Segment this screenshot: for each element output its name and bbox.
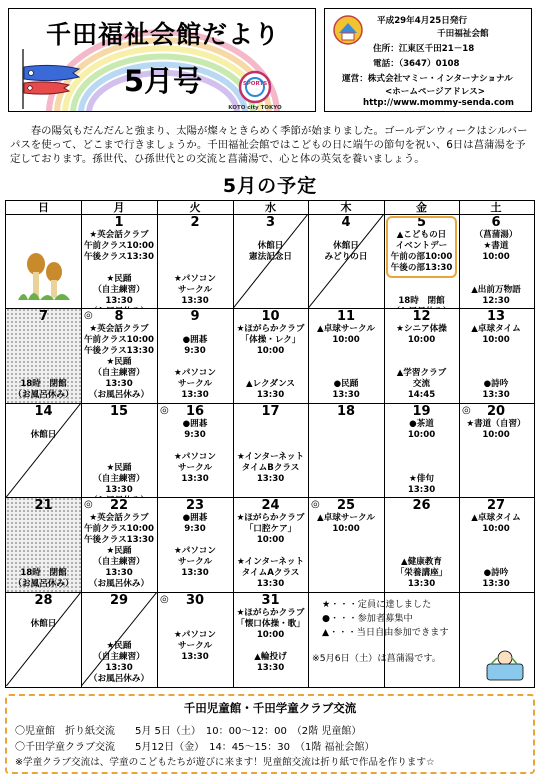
event-line: 13:30 — [407, 484, 436, 495]
event-line: 14:45 — [407, 390, 436, 401]
event-line: （お風呂休み） — [13, 390, 74, 401]
event-line: ▲卓球サークル — [317, 513, 375, 524]
event-line: 10:00 — [482, 524, 510, 535]
day-number: 30 — [185, 592, 205, 608]
legend-item: ★・・・定員に達しました — [322, 598, 432, 610]
event-line: 9:30 — [184, 524, 206, 535]
double-circle-mark: ◎ — [160, 404, 169, 416]
mushroom-illustration — [14, 250, 74, 305]
event-line: 13:30 — [256, 390, 285, 401]
calendar-day-cell — [157, 308, 233, 402]
hall-logo-icon — [333, 15, 363, 45]
event-line: ▲健康教育 — [401, 557, 442, 568]
event-line: ★英会話クラブ — [89, 230, 149, 240]
event-line: 午前クラス10:00 — [83, 524, 155, 535]
day-number: 13 — [486, 309, 506, 325]
event-line: イベントデー — [395, 241, 448, 251]
event-line: ▲卓球タイム — [471, 324, 521, 335]
monthly-calendar — [5, 200, 535, 688]
tokyo-logo-text: KOTO city TOKYO — [228, 105, 282, 111]
event-line: ★ほがらかクラブ — [236, 513, 305, 524]
day-number: 25 — [336, 498, 356, 514]
calendar-day-cell — [308, 214, 384, 308]
event-line: 午後クラス13:30 — [83, 252, 155, 262]
event-line: ★民踊 — [106, 357, 132, 368]
event-line: 18時 閉館 — [20, 379, 67, 390]
event-line: 「体操・レク」 — [240, 335, 301, 346]
day-number: 19 — [412, 403, 431, 419]
event-line: ★民踊 — [106, 274, 132, 284]
calendar-title: 5月の予定 — [222, 175, 318, 197]
grid-line — [308, 201, 309, 687]
weekday-5: 金 — [416, 201, 427, 214]
event-line: （菖蒲湯） — [474, 230, 518, 240]
weekday-2: 火 — [189, 201, 201, 214]
event-line: ★民踊 — [106, 546, 132, 557]
weekday-4: 木 — [340, 201, 352, 214]
event-line: 13:30 — [181, 568, 209, 579]
grid-line — [6, 308, 534, 309]
double-circle-mark: ◎ — [84, 499, 93, 511]
event-line: 9:30 — [184, 429, 206, 440]
event-line: ●詩吟 — [483, 568, 509, 579]
weekday-0: 日 — [38, 201, 49, 214]
event-line: 18時 閉館 — [398, 296, 445, 306]
event-line: 10:00 — [256, 346, 285, 357]
grid-line — [6, 403, 534, 404]
day-number: 18 — [336, 403, 356, 419]
event-line: 「懐口体操・歌」 — [236, 618, 305, 629]
event-line: 13:30 — [332, 390, 360, 401]
event-line: 10:00 — [332, 524, 360, 535]
calendar-day-cell — [308, 308, 384, 402]
event-line: サークル — [177, 640, 213, 651]
double-circle-mark: ◎ — [462, 404, 471, 416]
shobu-bath-note: ※5月6日（土）は菖蒲湯です。 — [312, 652, 441, 664]
event-line: 10:00 — [482, 335, 510, 346]
event-line: 午後の部13:30 — [390, 263, 453, 273]
event-line: 13:30 — [181, 390, 209, 401]
event-line: （自主練習） — [93, 651, 145, 662]
calendar-day-cell — [233, 308, 308, 402]
event-line: ★民踊 — [106, 462, 132, 473]
day-number: 15 — [109, 403, 129, 419]
calendar-day-cell — [459, 497, 533, 591]
calendar-day-cell — [384, 403, 459, 497]
event-line: サークル — [177, 557, 213, 568]
issue-month: 5月号 — [123, 64, 203, 98]
address: 住所：江東区千田21－18 — [373, 44, 475, 54]
calendar-day-cell — [157, 592, 233, 686]
homepage-url[interactable]: http://www.mommy-senda.com — [363, 98, 514, 108]
event-line: ▲学習クラブ — [396, 368, 447, 379]
calendar-day-cell — [81, 592, 157, 686]
event-line: 交流 — [412, 379, 431, 390]
grid-line — [6, 214, 534, 215]
event-line: （お風呂休み） — [13, 579, 74, 590]
event-line: 13:30 — [105, 662, 133, 673]
event-line: 10:00 — [482, 252, 510, 262]
event-line: 「栄養講座」 — [395, 568, 448, 579]
calendar-day-cell — [157, 214, 233, 308]
day-number: 24 — [261, 498, 280, 514]
event-line: ▲輪投げ — [254, 651, 287, 662]
weekday-3: 水 — [265, 201, 276, 214]
event-line: （お風呂休み） — [88, 390, 150, 401]
legend-item: ●・・・参加者募集中 — [322, 612, 413, 624]
event-line: 10:00 — [256, 629, 285, 640]
grid-line — [81, 201, 82, 687]
bath-illustration — [483, 648, 527, 684]
event-line: 13:30 — [256, 579, 285, 590]
event-line: 13:30 — [256, 662, 285, 673]
event-line: （自主練習） — [93, 368, 145, 379]
event-line: （お風呂休み） — [88, 673, 150, 684]
calendar-day-cell — [308, 497, 384, 591]
event-line: ★パソコン — [174, 546, 216, 557]
event-line: ★パソコン — [174, 274, 216, 284]
event-line: （自主練習） — [93, 557, 145, 568]
calendar-day-cell — [6, 497, 81, 591]
event-line: ★パソコン — [174, 629, 216, 640]
event-line: サークル — [177, 285, 213, 295]
day-number: 4 — [341, 215, 351, 230]
day-number: 23 — [185, 498, 205, 514]
event-line: ★民踊 — [106, 640, 132, 651]
event-line: ★シニア体操 — [396, 324, 447, 335]
event-line: 休館日 — [30, 429, 57, 440]
event-line: 午前の部10:00 — [390, 252, 453, 262]
grid-line — [6, 497, 534, 498]
event-line: ●囲碁 — [182, 418, 208, 429]
day-number: 31 — [261, 592, 280, 608]
newsletter-title: 千田福祉会館だより — [45, 20, 280, 49]
day-number: 5 — [416, 215, 427, 230]
day-number: 21 — [34, 498, 53, 514]
event-line: 午前クラス10:00 — [83, 335, 155, 346]
grid-line — [233, 201, 234, 687]
day-number: 7 — [38, 309, 49, 325]
grid-line — [157, 201, 158, 687]
publisher-name: 千田福祉会館 — [437, 29, 489, 39]
event-line: 13:30 — [105, 484, 133, 495]
event-line: 9:30 — [184, 346, 206, 357]
day-number: 12 — [412, 309, 431, 325]
event-line: 13:30 — [181, 473, 209, 484]
event-line: 憲法記念日 — [249, 252, 292, 262]
event-line: 10:00 — [332, 335, 360, 346]
calendar-day-cell — [157, 497, 233, 591]
day-number: 2 — [190, 215, 200, 230]
publisher-info-box — [324, 8, 532, 112]
event-line: 12:30 — [482, 296, 510, 306]
event-line: 13:30 — [181, 651, 209, 662]
issue-date: 平成29年4月25日発行 — [377, 16, 468, 26]
grid-line — [6, 592, 534, 593]
sports-logo-text: SPORTS — [242, 81, 268, 87]
event-line: 午前クラス10:00 — [83, 241, 155, 251]
calendar-day-cell — [6, 308, 81, 402]
event-line: ★ほがらかクラブ — [236, 324, 305, 335]
weekday-1: 月 — [113, 201, 125, 214]
double-circle-mark: ◎ — [160, 593, 169, 605]
event-line: 10:00 — [407, 429, 436, 440]
legend — [322, 598, 449, 640]
event-line: 13:30 — [105, 379, 133, 390]
event-line: ●囲碁 — [182, 335, 208, 346]
calendar-day-cell — [459, 403, 533, 497]
day-number: 20 — [486, 403, 506, 419]
event-line: 10:00 — [256, 535, 285, 546]
day-number: 1 — [114, 215, 124, 230]
event-line: ★インターネット — [236, 557, 305, 568]
event-line: ★パソコン — [174, 451, 216, 462]
event-line: ●民踊 — [333, 379, 359, 390]
day-number: 8 — [114, 309, 124, 325]
calendar-day-cell — [233, 497, 308, 591]
calendar-day-cell — [384, 308, 459, 402]
exchange-title: 千田児童館・千田学童クラブ交流 — [183, 701, 357, 715]
day-number: 29 — [109, 592, 129, 608]
phone: 電話：（3647）0108 — [373, 59, 460, 69]
calendar-day-cell — [6, 592, 81, 686]
event-line: 休館日 — [333, 241, 359, 251]
event-line: （お風呂休み） — [88, 579, 150, 590]
double-circle-mark: ◎ — [311, 499, 320, 511]
event-line: ★インターネット — [236, 451, 305, 462]
event-line: （自主練習） — [93, 285, 145, 295]
day-number: 28 — [34, 592, 53, 608]
calendar-day-cell — [233, 214, 308, 308]
calendar-day-cell — [384, 497, 459, 591]
event-line: 13:30 — [482, 390, 510, 401]
day-number: 16 — [185, 403, 205, 419]
event-line: タイムBクラス — [241, 462, 300, 473]
calendar-day-cell — [459, 308, 533, 402]
day-number: 26 — [412, 498, 431, 514]
calendar-day-cell — [81, 403, 157, 497]
operator: 運営：株式会社マミー・インターナショナル — [342, 74, 513, 84]
day-number: 17 — [261, 403, 280, 419]
day-number: 3 — [265, 215, 276, 230]
event-line: ★ほがらかクラブ — [236, 607, 305, 618]
event-line: 午後クラス13:30 — [83, 346, 155, 357]
event-line: 休館日 — [30, 618, 57, 629]
calendar-day-cell — [233, 592, 308, 686]
event-line: ●詩吟 — [483, 379, 509, 390]
event-line: サークル — [177, 462, 213, 473]
exchange-note: ※学童クラブ交流は、学童のこどもたちが遊びに来ます！児童館交流は折り紙で作品を作ります☆ — [15, 757, 435, 768]
event-line: タイムAクラス — [241, 568, 300, 579]
day-number: 22 — [109, 498, 129, 514]
event-line: ▲出前万物語 — [471, 285, 521, 295]
event-line: 13:30 — [181, 296, 209, 306]
intro-text: 春の陽気もだんだんと強まり、太陽が燦々ときらめく季節が始まりました。ゴールデンウィークはシルバーパスを使って、どこまで行きましょうか。千田福祉会館ではこどもの日に端午の節句を祝い、6日は菖蒲湯を予定しております。孫世代、ひ孫世代との交流と菖蒲湯で、心と体の英気を養いましょう。 — [10, 125, 528, 165]
calendar-day-cell — [81, 497, 157, 591]
event-line: ★書道 — [483, 241, 509, 251]
event-line: 午後クラス13:30 — [83, 535, 155, 546]
calendar-day-cell — [459, 214, 533, 308]
event-line: ▲レクダンス — [245, 379, 296, 390]
day-number: 14 — [34, 403, 53, 419]
event-line: 13:30 — [256, 473, 285, 484]
event-line: ▲こどもの日 — [396, 230, 447, 240]
grid-line — [459, 201, 460, 687]
event-line: 13:30 — [407, 579, 436, 590]
event-line: 13:30 — [482, 579, 510, 590]
event-line: 13:30 — [105, 568, 133, 579]
event-line: ●茶道 — [409, 418, 434, 429]
exchange-line-2: 〇千田学童クラブ交流 5月12日（金） 14：45～15：30 （1階 福祉会館） — [15, 742, 375, 753]
event-line: ▲卓球サークル — [317, 324, 375, 335]
day-number: 27 — [486, 498, 506, 514]
exchange-info-box — [5, 694, 535, 774]
event-line: ★俳句 — [409, 473, 434, 484]
event-line: 13:30 — [105, 296, 133, 306]
day-number: 11 — [336, 309, 356, 325]
event-day-highlight — [386, 216, 457, 278]
event-line: ★英会話クラブ — [89, 513, 149, 524]
calendar-day-cell — [157, 403, 233, 497]
event-line: 18時 閉館 — [20, 568, 67, 579]
day-number: 10 — [261, 309, 280, 325]
event-line: （自主練習） — [93, 473, 145, 484]
exchange-line-1: 〇児童館 折り紙交流 5月 5日（土） 10：00～12：00 （2階 児童館） — [15, 726, 362, 737]
day-number: 6 — [491, 215, 501, 230]
calendar-day-cell — [6, 403, 81, 497]
event-line: 10:00 — [482, 429, 510, 440]
legend-item: ▲・・・当日自由参加できます — [322, 626, 449, 638]
homepage-label: <ホームページアドレス> — [385, 87, 485, 97]
event-line: ★英会話クラブ — [89, 324, 149, 335]
calendar-day-cell — [81, 214, 157, 308]
event-line: ★パソコン — [174, 368, 216, 379]
event-line: 10:00 — [407, 335, 436, 346]
calendar-day-cell — [233, 403, 308, 497]
newsletter-title-box — [8, 8, 316, 112]
event-line: 休館日 — [257, 241, 284, 251]
event-line: みどりの日 — [324, 252, 368, 262]
event-line: ●囲碁 — [182, 513, 208, 524]
event-line: サークル — [177, 379, 213, 390]
event-line: ▲卓球タイム — [471, 513, 521, 524]
weekday-6: 土 — [490, 201, 502, 214]
double-circle-mark: ◎ — [84, 310, 93, 322]
event-line: ★書道（自習） — [466, 418, 526, 429]
calendar-day-cell — [81, 308, 157, 402]
day-number: 9 — [190, 309, 200, 325]
event-line: 「口腔ケア」 — [244, 524, 297, 535]
calendar-day-cell — [308, 403, 384, 497]
